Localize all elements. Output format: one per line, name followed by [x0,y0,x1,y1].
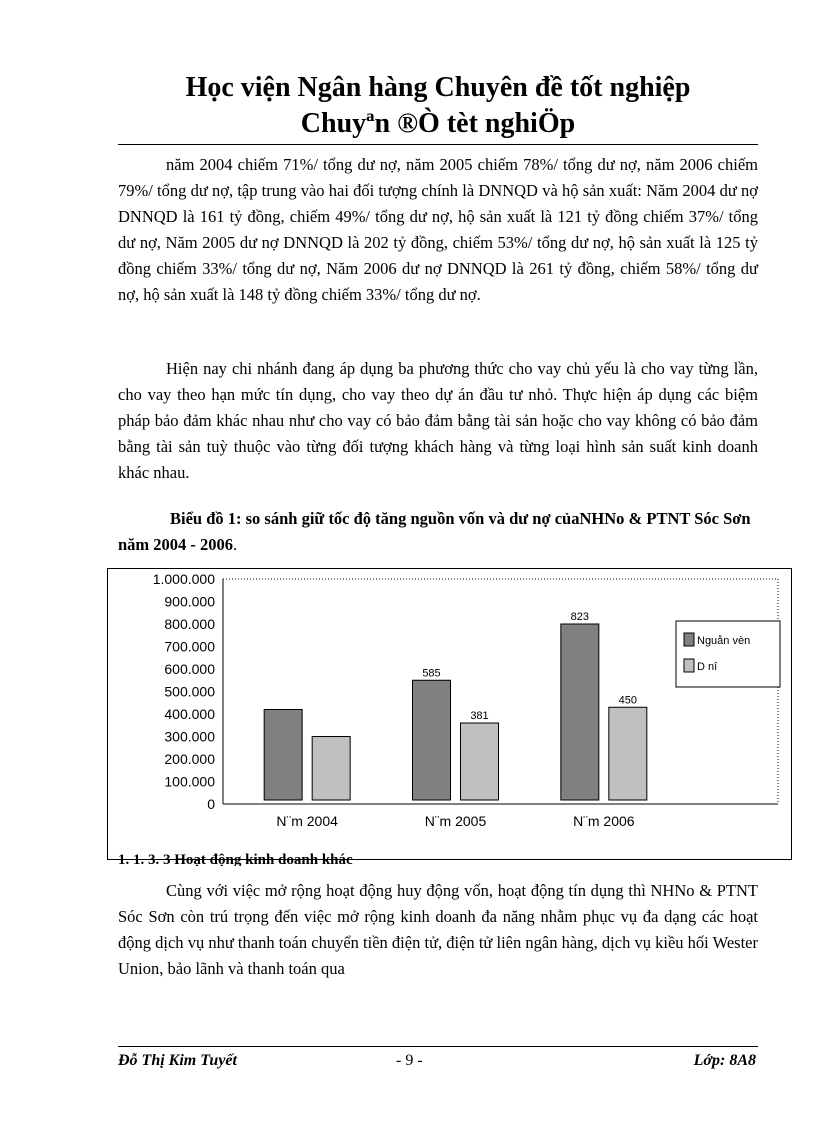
bar-data-label: 585 [422,667,441,680]
bar-nguon-von [413,680,451,800]
y-tick-label: 500.000 [164,683,215,700]
page-header [118,70,758,142]
y-tick-label: 700.000 [164,638,215,655]
bar-data-label: 381 [470,710,489,722]
caption-tail: . [233,535,238,554]
bar-du-no [461,723,499,800]
footer-class: Lớp: 8A8 [693,1052,756,1069]
legend-swatch [684,633,694,646]
paragraph-2: Hiện nay chi nhánh đang áp dụng ba phương thức cho vay chủ yếu là cho vay từng lần, cho vay theo hạn mức tín dụng, cho vay theo dự án đầu tư nhỏ. Thực hiện áp dụng các biệm pháp bảo đảm khác nhau như cho vay có bảo đảm bằng tài sản hoặc cho vay không có bảo đảm bằng tài sản tuỳ thuộc vào từng đối tượng khách hàng và từng loại hình sản suất kinh doanh khác nhau. [118,359,758,482]
y-tick-label: 600.000 [164,661,215,677]
legend-swatch [684,659,694,672]
header-subtitle: Chuyªn ®Ò tèt nghiÖp [300,108,576,139]
y-tick-label: 0 [207,796,215,812]
bar-chart [108,569,791,859]
bar-data-label: 450 [618,694,638,707]
section-heading: 1. 1. 3. 3 Hoạt động kinh doanh khác [118,852,353,866]
header-title: Học viện Ngân hàng Chuyên đề tốt nghiệp [185,72,691,103]
footer-page-number: - 9 - [396,1052,423,1069]
header-rule [118,144,758,145]
caption-text: Biểu đồ 1: so sánh giữ tốc độ tăng nguồn vốn và dư nợ củaNHNo & PTNT Sóc Sơn năm 2004 - 2006 [118,509,751,554]
bar-nguon-von [264,710,302,801]
chart-caption [118,506,758,558]
x-tick-label: N¨m 2006 [573,813,635,829]
y-tick-label: 100.000 [164,773,215,790]
y-tick-label: 1.000.000 [152,571,215,587]
bar-du-no [609,707,647,800]
footer-author: Đỗ Thị Kim Tuyết [118,1052,237,1069]
paragraph-1: năm 2004 chiếm 71%/ tổng dư nợ, năm 2005 chiếm 78%/ tổng dư nợ, năm 2006 chiếm 79%/ tổng dư nợ, tập trung vào hai đối tượng chính là DNNQD và hộ sản xuất: Năm 2004 dư nợ DNNQD là 161 tỷ đồng, chiếm 49%/ tổng dư nợ, hộ sản xuất là 121 tỷ đồng chiếm 37%/ tổng dư nợ, Năm 2005 dư nợ DNNQD là 202 tỷ đồng, chiếm 53%/ tổng dư nợ, hộ sản xuất là 125 tỷ đồng chiếm 33%/ tổng dư nợ, Năm 2006 dư nợ DNNQD là 261 tỷ đồng, chiếm 58%/ tổng dư nợ, hộ sản xuất là 148 tỷ đồng chiếm 33%/ tổng dư nợ. [118,155,758,304]
plot-area [223,579,778,804]
x-tick-label: N¨m 2004 [276,813,338,829]
y-tick-label: 400.000 [164,706,215,722]
paragraph-3: Cùng với việc mở rộng hoạt động huy động vốn, hoạt động tín dụng thì NHNo & PTNT Sóc Sơn còn trú trọng đến việc mở rộng kinh doanh đa năng nhằm phục vụ đa dạng các hoạt động dịch vụ như thanh toán chuyển tiền điện tử, điện tử liên ngân hàng, dịch vụ kiều hối Wester Union, bảo lãnh và thanh toán qua [118,881,758,978]
footer-rule [118,1046,758,1047]
y-tick-label: 900.000 [164,593,215,610]
legend-label: D nî [697,661,718,673]
y-tick-label: 300.000 [164,728,215,745]
legend-label: Nguån vèn [697,635,751,647]
y-tick-label: 800.000 [164,616,215,632]
y-tick-label: 200.000 [164,751,215,767]
chart-frame [107,568,792,860]
bar-nguon-von [561,624,599,800]
legend-box [676,621,780,687]
bar-du-no [312,737,350,801]
bar-data-label: 823 [570,611,590,623]
x-tick-label: N¨m 2005 [424,813,487,829]
